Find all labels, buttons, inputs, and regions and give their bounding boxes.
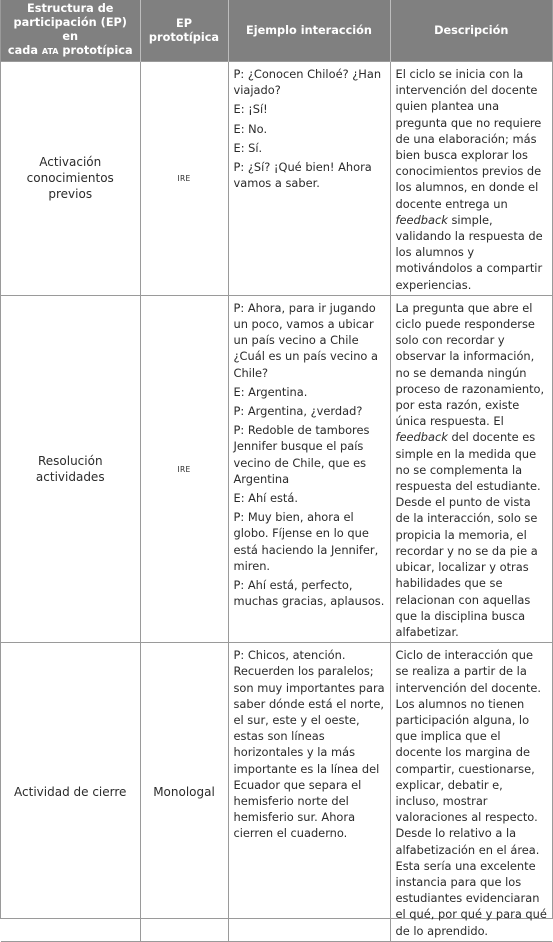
header-structure-line1: Estructura de bbox=[27, 2, 114, 15]
stage-cell: Activación conocimientos previos bbox=[1, 62, 140, 296]
example-line: P: ¿Sí? ¡Qué bien! Ahora vamos a saber. bbox=[233, 160, 372, 191]
prototype-label: IRE bbox=[177, 174, 191, 184]
table-row bbox=[1, 62, 552, 296]
example-cell bbox=[228, 62, 390, 296]
header-prototype-line2: prototípica bbox=[148, 30, 220, 44]
prototype-cell bbox=[140, 62, 228, 296]
description-part: del docente es simple en la medida que no se complementa la respuesta del estudiante. Desde el punto de vista de la interacción, solo se propicia la memoria, el recordar y no se da pie a ubicar, localizar y otras habilidades que se relacionan con aquellas que la disciplina busca alfabetizar. bbox=[395, 430, 541, 639]
example-line: P: Argentina, ¿verdad? bbox=[233, 404, 363, 419]
description-part: La pregunta que abre el ciclo puede responderse solo con recordar y observar la información, no se demanda ningún proceso de razonamiento, por esta razón, existe única respuesta. El bbox=[395, 300, 545, 429]
example-cell bbox=[228, 643, 390, 942]
description-cell bbox=[390, 295, 552, 642]
description-part: El ciclo se inicia con la intervención del docente quien plantea una pregunta que no requiere de una elaboración; más bien busca explorar los conocimientos previos de los alumnos, en donde el docente entrega un bbox=[395, 67, 542, 211]
example-line: E: Sí. bbox=[233, 140, 263, 155]
header-description: Descripción bbox=[390, 0, 552, 62]
description-text: Ciclo de interacción que se realiza a partir de la intervención del docente. Los alumnos no tienen participación alguna, lo que implica que el docente los margina de compartir, cuestionarse, explicar, debatir e, incluso, mostrar valoraciones al respecto. Desde lo relativo a la alfabetización en el área. Esta sería una excelente instancia para que los estudiantes evidenciaran el qué, por qué y para qué de lo aprendido. bbox=[395, 648, 547, 938]
prototype-cell bbox=[140, 295, 228, 642]
description-emphasis: feedback bbox=[395, 212, 448, 227]
description-text bbox=[396, 300, 549, 640]
example-line: P: Ahora, para ir jugando un poco, vamos a ubicar un país vecino a Chile ¿Cuál es un país vecino a Chile? bbox=[233, 300, 379, 380]
example-line: E: ¡Sí! bbox=[233, 102, 268, 117]
header-structure bbox=[1, 0, 140, 62]
header-structure-line2: participación (EP) en bbox=[13, 16, 127, 43]
example-line: P: Redoble de tambores Jennifer busque el país vecino de Chile, que es Argentina bbox=[233, 423, 370, 486]
header-prototype-line1: EP bbox=[176, 16, 192, 30]
prototype-label: IRE bbox=[177, 464, 191, 474]
example-line: P: ¿Conocen Chiloé? ¿Han viajado? bbox=[233, 67, 382, 98]
example-line: E: Argentina. bbox=[233, 384, 308, 399]
table-row bbox=[1, 295, 552, 642]
table-row bbox=[1, 643, 552, 942]
example-line: E: No. bbox=[233, 121, 268, 136]
description-part: simple, validando la respuesta de los alumnos y motivándolos a compartir experiencias. bbox=[395, 212, 543, 292]
header-structure-line3-post: prototípica bbox=[58, 44, 133, 57]
description-emphasis: feedback bbox=[395, 430, 448, 445]
header-structure-line3-pre: cada bbox=[7, 44, 42, 57]
header-row bbox=[1, 0, 552, 62]
interaction-table bbox=[1, 0, 552, 942]
description-cell bbox=[390, 643, 552, 942]
description-text bbox=[396, 66, 549, 293]
prototype-cell: Monologal bbox=[140, 643, 228, 942]
example-line: E: Ahí está. bbox=[233, 491, 298, 506]
header-example: Ejemplo interacción bbox=[228, 0, 390, 62]
stage-cell: Resolución actividades bbox=[1, 295, 140, 642]
example-line: P: Ahí está, perfecto, muchas gracias, aplausos. bbox=[233, 578, 385, 609]
header-prototype bbox=[140, 0, 228, 62]
example-line: P: Chicos, atención. Recuerden los paralelos; son muy importantes para saber dónde está el norte, el sur, este y el oeste, estas son líneas horizontales y la más importante es la línea del Ecuador que separa el hemisferio norte del hemisferio sur. Ahora cierren el cuaderno. bbox=[233, 648, 385, 841]
stage-cell: Actividad de cierre bbox=[1, 643, 140, 942]
example-cell bbox=[228, 295, 390, 642]
header-structure-line3-ata: ATA bbox=[41, 47, 59, 56]
example-line: P: Muy bien, ahora el globo. Fíjense en lo que está haciendo la Jennifer, miren. bbox=[233, 510, 379, 573]
description-cell bbox=[390, 62, 552, 296]
